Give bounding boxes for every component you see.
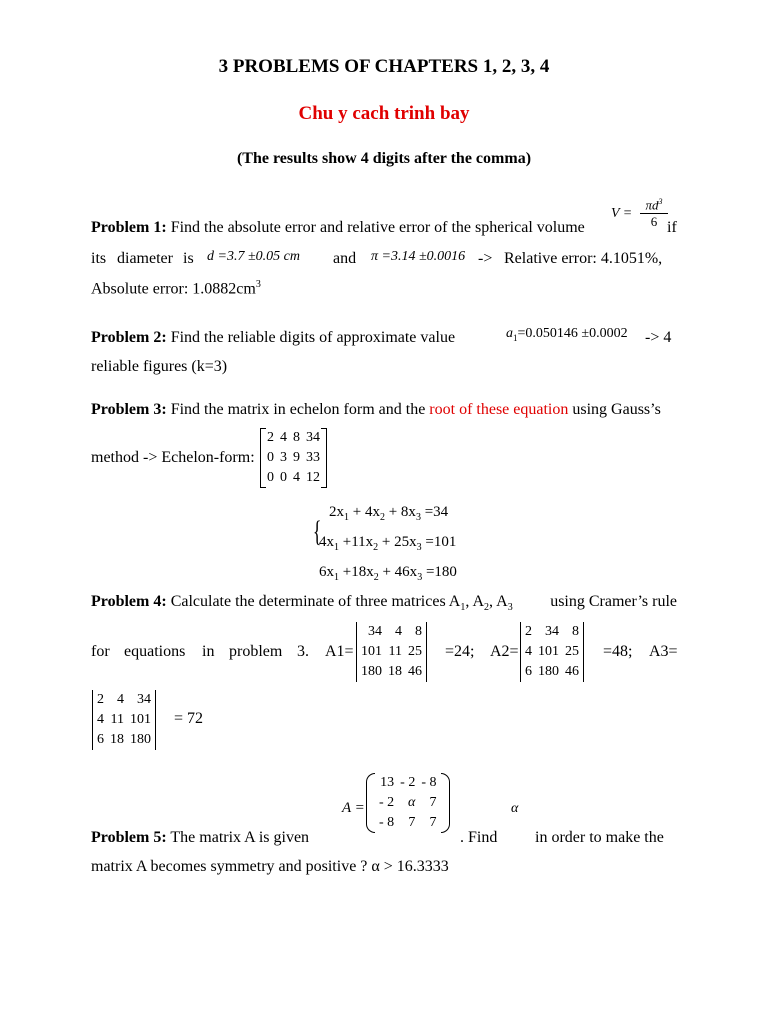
approx-value-expression: =0.050146 ±0.0002	[517, 326, 628, 341]
word-its: its	[91, 250, 107, 267]
word-is: is	[183, 250, 194, 267]
problem-1-line-1	[91, 219, 585, 237]
absolute-error-text: Absolute error: 1.0882cm	[91, 280, 256, 298]
word-equations: equations	[124, 643, 186, 660]
problem-5-answer: matrix A becomes symmetry and positive ? α > 16.3333	[91, 858, 449, 875]
page-title: 3 PROBLEMS OF CHAPTERS 1, 2, 3, 4	[218, 56, 550, 77]
alpha-symbol: α	[511, 801, 519, 816]
problem-3-label: Problem 3:	[91, 401, 167, 418]
word-and: and	[333, 250, 357, 267]
determinant-a2: 2 34 8 4 101 25 6 180 46	[522, 622, 582, 682]
problem-2-text: Find the reliable digits of approximate value	[170, 329, 456, 346]
problem-5-text: The matrix A is given	[170, 829, 310, 846]
diameter-expression: d =3.7 ±0.05 cm	[207, 249, 300, 264]
relative-error: Relative error: 4.1051%,	[504, 250, 663, 267]
volume-formula-denominator: 6	[650, 214, 658, 230]
absolute-error-exponent: 3	[255, 279, 261, 290]
a3-label: A3=	[649, 643, 678, 660]
approx-value-sub: 1	[513, 332, 518, 343]
word-diameter: diameter	[117, 250, 173, 267]
determinant-a3: 2 4 34 4 11 101 6 18 180	[94, 690, 154, 750]
problem-3-line-1	[91, 401, 661, 419]
problem-4-text: Calculate the determinate of three matrices A	[170, 593, 461, 610]
if-word: if	[667, 219, 677, 236]
results-note: (The results show 4 digits after the comma)	[236, 150, 532, 167]
problem-5-line-1	[91, 829, 309, 847]
determinant-a1: 34 4 8 101 11 25 180 18 46	[358, 622, 425, 682]
volume-formula-lhs: V =	[611, 206, 633, 221]
arrow-1: ->	[478, 250, 493, 267]
absolute-error	[91, 279, 261, 298]
a3-result: = 72	[174, 710, 204, 727]
a1-result: =24;	[445, 643, 475, 660]
a2-label: A2=	[490, 643, 519, 660]
format-note: Chu y cach trinh bay	[298, 103, 470, 124]
problem-4-text-b: using Cramer’s rule	[550, 593, 677, 610]
volume-formula-fraction	[640, 194, 668, 230]
echelon-label: method -> Echelon-form:	[91, 449, 255, 466]
word-in: in	[202, 643, 215, 660]
reliable-count: -> 4	[645, 329, 672, 346]
problem-3-red-text: root of these equation	[429, 401, 569, 418]
find-word: . Find	[460, 829, 498, 846]
system-brace: {	[312, 515, 322, 548]
problem-4-line-1: Problem 4: Calculate the determinate of three matrices $A_1$, $A_2$, $A_3$ using Cramer’s rule	[91, 593, 677, 614]
pi-expression: π =3.14 ±0.0016	[371, 249, 466, 264]
problem-5-text-b: in order to make the	[535, 829, 664, 846]
reliable-figures: reliable figures (k=3)	[91, 358, 228, 375]
a2-result: =48;	[603, 643, 633, 660]
problem-2-line-1	[91, 329, 455, 347]
approx-value-name: a	[506, 326, 513, 341]
problem-4-label: Problem 4:	[91, 593, 167, 610]
approx-value	[506, 326, 628, 343]
word-for: for	[91, 643, 110, 660]
matrix-a-label: A =	[342, 800, 365, 816]
problem-3-text-b: using Gauss’s	[572, 401, 661, 418]
volume-formula-numerator: πd	[645, 197, 659, 213]
a1-label: A1=	[325, 643, 354, 660]
volume-formula-exponent: 3	[658, 197, 663, 206]
problem-1-label: Problem 1:	[91, 219, 167, 236]
word-problem: problem	[229, 643, 283, 660]
echelon-matrix: 2 4 8 34 0 3 9 33 0 0 4 12	[264, 428, 323, 488]
problem-2-label: Problem 2:	[91, 329, 167, 346]
word-3: 3.	[297, 643, 309, 660]
matrix-a: 13 - 2 - 8 - 2 α 7 - 8 7 7	[374, 773, 442, 833]
problem-1-text: Find the absolute error and relative error of the spherical volume	[170, 219, 585, 236]
problem-3-text: Find the matrix in echelon form and the	[170, 401, 426, 418]
equation-system: $2x_1 + 4x_2 + 8x_3 =34$ $4x_1 +11x_2 + 25x_3 =101$ $6x_1 +18x_2 + 46x_3 =180$	[319, 504, 457, 583]
problem-5-label: Problem 5:	[91, 829, 167, 846]
